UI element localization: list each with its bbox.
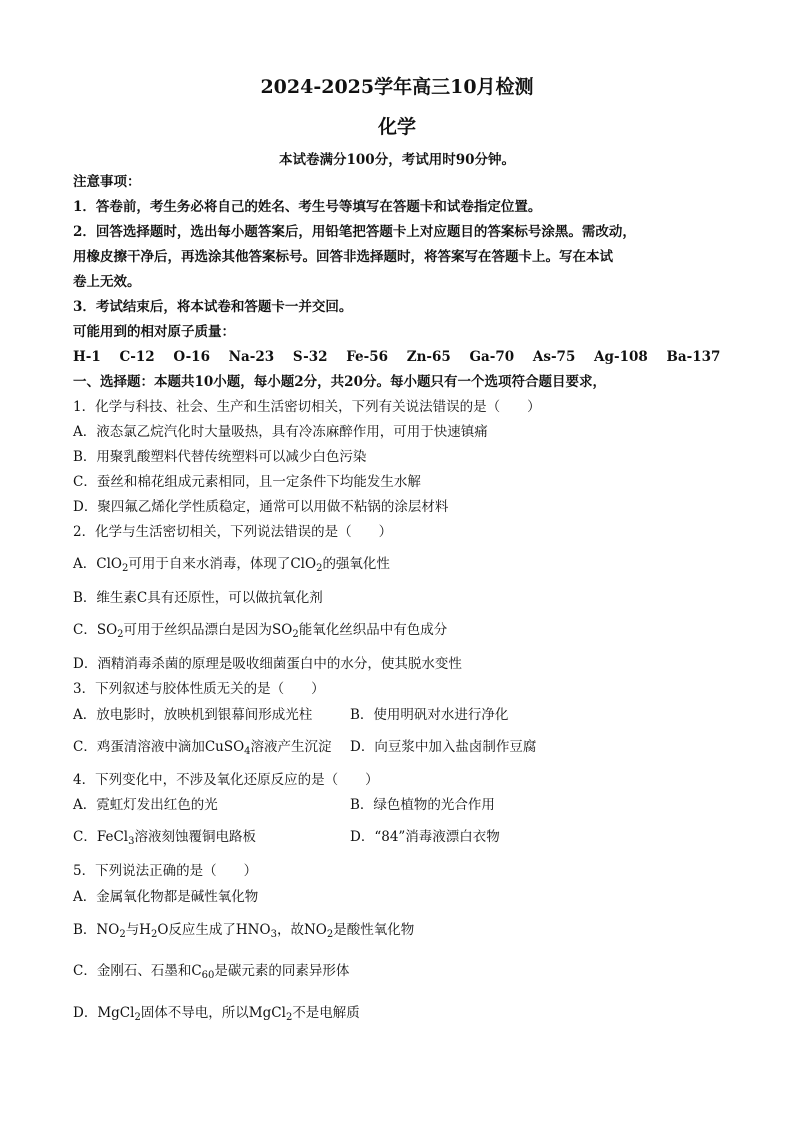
note-3: 3．考试结束后，将本试卷和答题卡一并交回。	[73, 299, 353, 315]
subject-title: 化学	[377, 116, 416, 138]
q4-option-a: A．霓虹灯发出红色的光	[73, 797, 218, 813]
q5-option-b: B．$NO_2$与$H_2O$反应生成了$HNO_3$，故$NO_2$是酸性氧化物	[73, 922, 415, 940]
q3-option-d: D．向豆浆中加入盐卤制作豆腐	[350, 739, 537, 755]
q5-stem: 5．下列说法正确的是（ ）	[73, 863, 258, 879]
atomic-mass: Ag-108	[594, 349, 648, 365]
q1-option-c: C．蚕丝和棉花组成元素相同，且一定条件下均能发生水解	[73, 474, 421, 490]
q3-stem: 3．下列叙述与胶体性质无关的是（ ）	[73, 681, 325, 697]
q5-option-c: C．金刚石、石墨和$C_{60}$是碳元素的同素异形体	[73, 963, 350, 981]
atomic-mass: Fe-56	[346, 349, 389, 365]
atomic-masses-list	[73, 349, 734, 365]
atomic-mass: Na-23	[228, 349, 275, 365]
q3-option-b: B．使用明矾对水进行净化	[350, 707, 509, 723]
masses-heading: 可能用到的相对原子质量：	[73, 324, 235, 340]
atomic-mass: H-1	[73, 349, 101, 365]
q1-option-a: A．液态氯乙烷汽化时大量吸热，具有冷冻麻醉作用，可用于快速镇痛	[73, 424, 488, 440]
q5-option-a: A．金属氧化物都是碱性氧化物	[73, 889, 259, 905]
q3-option-a: A．放电影时，放映机到银幕间形成光柱	[73, 707, 313, 723]
q4-option-c: C．FeCl$_3$溶液刻蚀覆铜电路板	[73, 829, 256, 847]
atomic-mass: O-16	[173, 349, 210, 365]
note-2-line-3: 卷上无效。	[73, 274, 141, 290]
q3-option-c: C．鸡蛋清溶液中滴加CuSO$_4$溶液产生沉淀	[73, 739, 332, 757]
exam-title: 2024-2025学年高三10月检测	[260, 76, 534, 98]
q2-option-d: D．酒精消毒杀菌的原理是吸收细菌蛋白中的水分，使其脱水变性	[73, 656, 462, 672]
q1-option-b: B．用聚乳酸塑料代替传统塑料可以减少白色污染	[73, 449, 367, 465]
q1-option-d: D．聚四氟乙烯化学性质稳定，通常可以用做不粘锅的涂层材料	[73, 499, 449, 515]
q4-option-d: D．“84”消毒液漂白衣物	[350, 829, 500, 845]
q4-stem: 4．下列变化中，不涉及氧化还原反应的是（ ）	[73, 772, 379, 788]
note-2-line-1: 2．回答选择题时，选出每小题答案后，用铅笔把答题卡上对应题目的答案标号涂黑。需改动，	[73, 224, 636, 240]
atomic-mass: Ba-137	[666, 349, 721, 365]
note-1: 1．答卷前，考生务必将自己的姓名、考生号等填写在答题卡和试卷指定位置。	[73, 199, 542, 215]
q2-stem: 2．化学与生活密切相关，下列说法错误的是（ ）	[73, 524, 393, 540]
note-2-line-2: 用橡皮擦干净后，再选涂其他答案标号。回答非选择题时，将答案写在答题卡上。写在本试	[73, 249, 613, 265]
q2-option-c: C．$SO_2$可用于丝织品漂白是因为$SO_2$能氧化丝织品中有色成分	[73, 622, 448, 640]
exam-info: 本试卷满分100分，考试用时90分钟。	[279, 152, 515, 168]
atomic-mass: As-75	[532, 349, 576, 365]
atomic-mass: S-32	[292, 349, 328, 365]
q4-option-b: B．绿色植物的光合作用	[350, 797, 495, 813]
atomic-mass: Zn-65	[406, 349, 451, 365]
q2-option-b: B．维生素C具有还原性，可以做抗氧化剂	[73, 590, 323, 606]
section-1-heading: 一、选择题：本题共10小题，每小题2分，共20分。每小题只有一个选项符合题目要求，	[73, 374, 606, 390]
atomic-mass: Ga-70	[469, 349, 515, 365]
atomic-mass: C-12	[119, 349, 155, 365]
q1-stem: 1．化学与科技、社会、生产和生活密切相关，下列有关说法错误的是（ ）	[73, 399, 541, 415]
q2-option-a: A．ClO$_2$可用于自来水消毒，体现了ClO$_2$的强氧化性	[73, 556, 390, 574]
notes-heading: 注意事项：	[73, 174, 141, 190]
q5-option-d: D．MgCl$_2$固体不导电，所以MgCl$_2$不是电解质	[73, 1005, 360, 1023]
